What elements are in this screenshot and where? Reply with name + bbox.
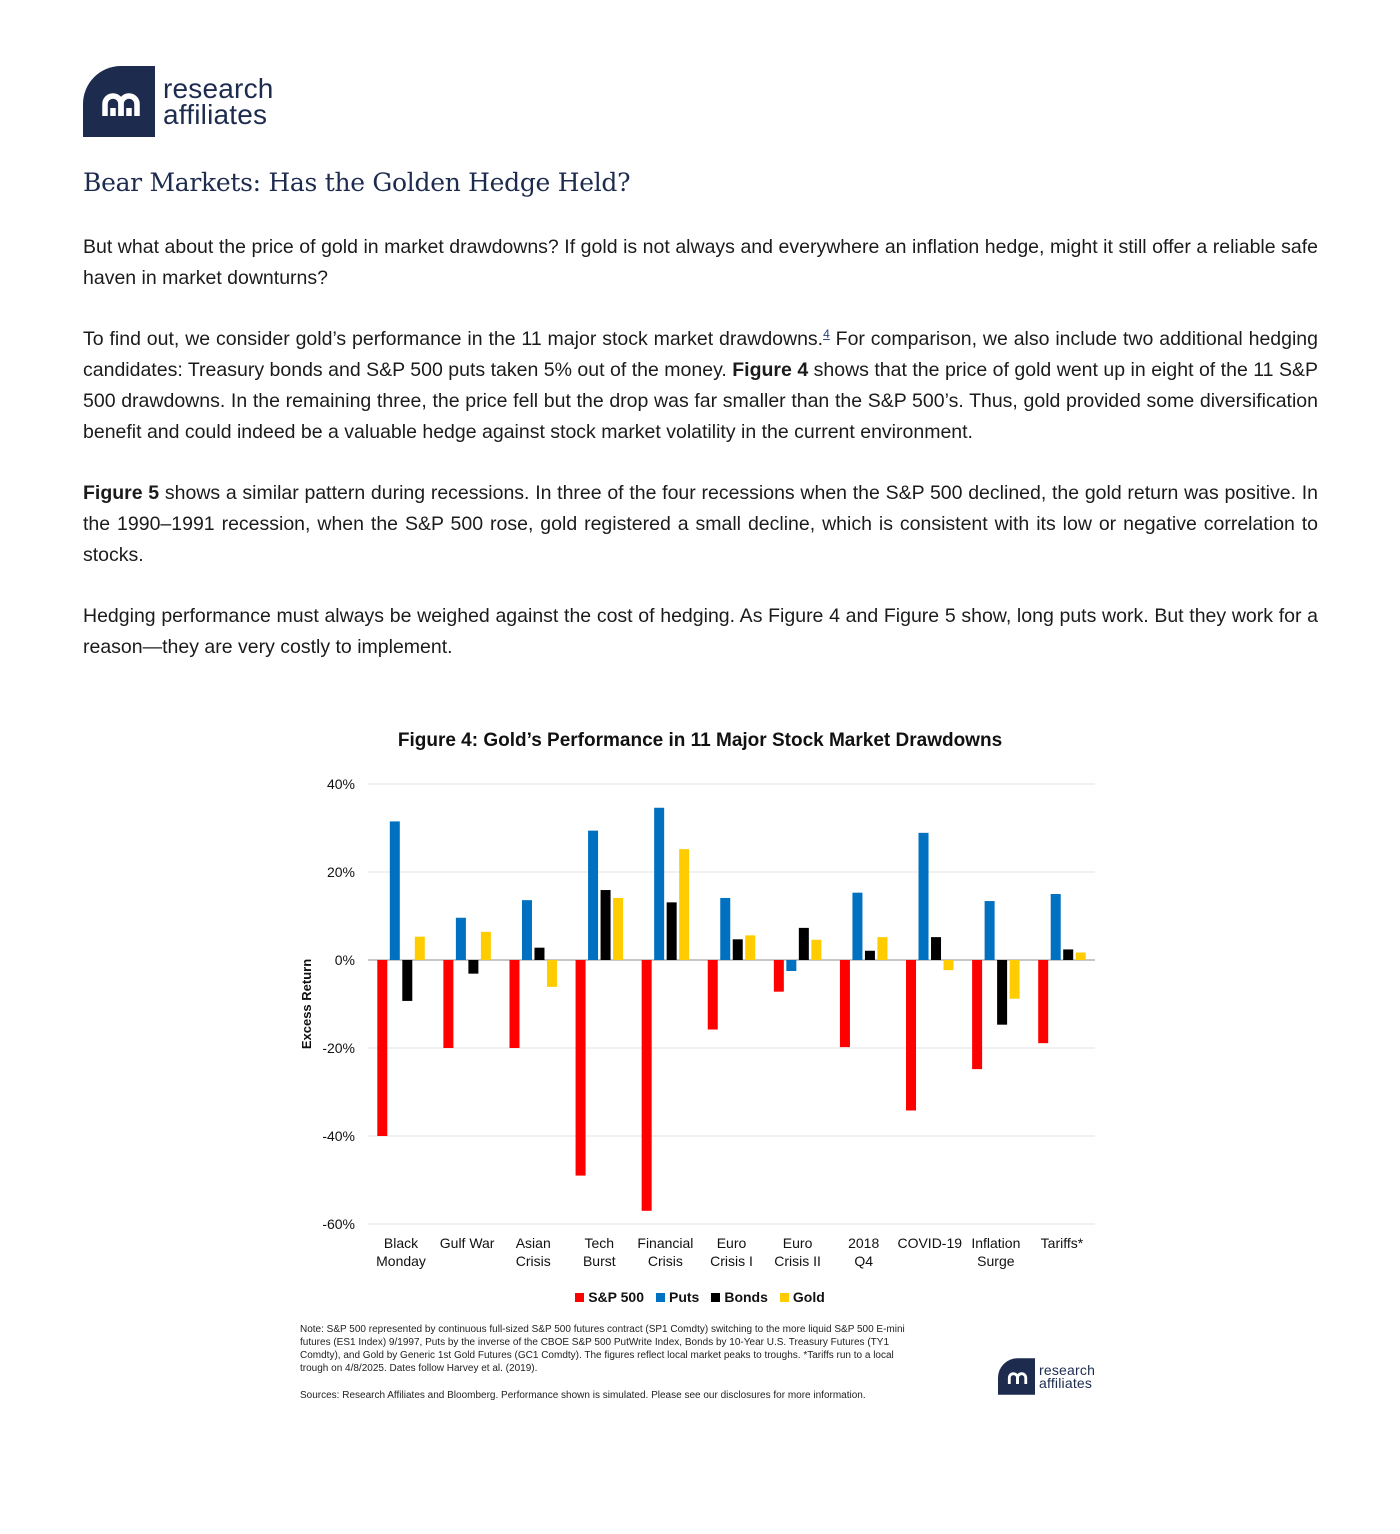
legend-swatch (711, 1293, 720, 1302)
x-category-label: Surge (977, 1253, 1015, 1269)
paragraph-4: Hedging performance must always be weighed against the cost of hedging. As Figure 4 and Figure 5 show, long puts work. But they work for a reason—they are very costly to implement. (83, 605, 1318, 658)
x-category-label: Financial (637, 1235, 694, 1251)
footnote-link[interactable]: 4 (823, 327, 830, 341)
legend-label: S&P 500 (588, 1289, 644, 1305)
paragraph-2-text-a: To find out, we consider gold’s performance in the 11 major stock market drawdowns. (83, 328, 824, 350)
bar-bonds (733, 939, 743, 960)
bar-gold (745, 935, 755, 960)
bar-gold (415, 937, 425, 960)
bar-s-p-500 (840, 960, 850, 1047)
bar-bonds (799, 928, 809, 960)
bar-gold (481, 932, 491, 960)
chart-legend (300, 1289, 1100, 1305)
chart-sources: Sources: Research Affiliates and Bloomberg. Performance shown is simulated. Please see our disclosures for more information. (300, 1390, 866, 1401)
bar-bonds (997, 960, 1007, 1025)
bar-gold (1076, 953, 1086, 960)
bar-bonds (865, 951, 875, 960)
bar-bonds (1063, 949, 1073, 960)
brand-name (163, 72, 274, 130)
legend-item (656, 1289, 699, 1305)
bar-s-p-500 (906, 960, 916, 1110)
y-axis-label: Excess Return (299, 958, 314, 1050)
bar-s-p-500 (576, 960, 586, 1176)
legend-label: Puts (668, 1289, 700, 1305)
paragraph-1: But what about the price of gold in market drawdowns? If gold is not always and everywhere an inflation hedge, might it still offer a reliable safe haven in market downturns? (83, 236, 1318, 289)
bar-gold (877, 937, 887, 960)
x-category-label: COVID-19 (897, 1235, 963, 1251)
y-tick-label: -20% (322, 1040, 355, 1056)
chart-note: Note: S&P 500 represented by continuous full-sized S&P 500 futures contract (SP1 Comdty) switching to the more liquid S&P 500 E-mini futures (ES1 Index) 9/1997, Puts by the inverse of the CBOE S&P 500 PutWrite Index, Bonds by 10-Year U.S. Treasury Futures (TY1 Comdty), and Gold by Generic 1st Gold Futures (GC1 Comdty). The figures reflect local market peaks to troughs. *Tariffs run to a local trough on 4/8/2025. Dates follow Harvey et al. (2019). (300, 1324, 905, 1374)
brand-small-line-1: research (1039, 1361, 1096, 1378)
bar-puts (1051, 894, 1061, 960)
x-category-label: Crisis (647, 1253, 683, 1269)
legend-swatch (575, 1293, 584, 1302)
y-tick-label: -60% (322, 1216, 355, 1232)
article-body (83, 232, 1318, 693)
bar-puts (390, 821, 400, 960)
section-heading: Bear Markets: Has the Golden Hedge Held? (83, 168, 631, 197)
y-tick-label: 0% (334, 952, 355, 968)
brand-small-line-2: affiliates (1039, 1374, 1093, 1391)
legend-item (780, 1289, 825, 1305)
bar-s-p-500 (972, 960, 982, 1069)
bar-puts (588, 831, 598, 960)
x-category-label: 2018 (848, 1235, 880, 1251)
bar-puts (786, 960, 796, 971)
paragraph-2-text-b: For comparison, we also include two additional hedging candidates: Treasury bonds and S&P 500 puts taken 5% out of the money. (83, 328, 1318, 381)
research-affiliates-logo-icon (83, 66, 155, 137)
brand-logo-small (998, 1358, 1095, 1395)
bar-gold (811, 940, 821, 960)
x-category-label: Burst (582, 1253, 616, 1269)
x-category-label: Crisis (515, 1253, 551, 1269)
bar-s-p-500 (774, 960, 784, 992)
y-tick-label: 40% (326, 776, 355, 792)
bar-s-p-500 (443, 960, 453, 1048)
x-category-label: Gulf War (439, 1235, 495, 1251)
x-category-label: Asian (515, 1235, 551, 1251)
y-tick-label: 20% (326, 864, 355, 880)
bar-bonds (931, 937, 941, 960)
bar-s-p-500 (377, 960, 387, 1136)
bar-bonds (601, 890, 611, 960)
paragraph-2-text-c: shows that the price of gold went up in eight of the 11 S&P 500 drawdowns. In the remaining three, the price fell but the drop was far smaller than the S&P 500’s. Thus, gold provided some diversification benefit and could indeed be a valuable hedge against stock market volatility in the current environment. (83, 359, 1318, 443)
bar-puts (456, 918, 466, 960)
research-affiliates-logo-small-icon (998, 1358, 1035, 1395)
y-tick-label: -40% (322, 1128, 355, 1144)
x-category-label: Tariffs* (1040, 1235, 1084, 1251)
x-category-label: Black (383, 1235, 419, 1251)
brand-name-small (1039, 1361, 1096, 1391)
bar-puts (720, 898, 730, 960)
x-category-label: Crisis II (774, 1253, 821, 1269)
bar-s-p-500 (509, 960, 519, 1048)
bar-puts (852, 893, 862, 960)
bar-gold (547, 960, 557, 987)
legend-item (575, 1289, 644, 1305)
bar-bonds (402, 960, 412, 1001)
figure-5-reference: Figure 5 (83, 482, 160, 504)
bar-puts (654, 808, 664, 960)
x-category-label: Tech (584, 1235, 615, 1251)
bar-bonds (468, 960, 478, 974)
bar-gold (679, 849, 689, 960)
legend-swatch (656, 1293, 665, 1302)
figure-4-reference: Figure 4 (732, 359, 809, 381)
bar-gold (613, 898, 623, 960)
brand-logo (83, 66, 274, 137)
paragraph-3-text: shows a similar pattern during recessions. In three of the four recessions when the S&P 500 declined, the gold return was positive. In the 1990–1991 recession, when the S&P 500 rose, gold registered a small decline, which is consistent with its low or negative correlation to stocks. (83, 482, 1318, 566)
chart-title: Figure 4: Gold’s Performance in 11 Major Stock Market Drawdowns (397, 730, 1003, 751)
brand-line-2: affiliates (163, 98, 268, 130)
bar-puts (985, 901, 995, 960)
legend-label: Gold (792, 1289, 825, 1305)
bar-gold (944, 960, 954, 970)
x-category-label: Crisis I (710, 1253, 753, 1269)
legend-item (711, 1289, 768, 1305)
bar-s-p-500 (642, 960, 652, 1211)
x-category-label: Inflation (971, 1235, 1021, 1251)
legend-swatch (780, 1293, 789, 1302)
bar-puts (919, 833, 929, 960)
bar-chart (290, 770, 1110, 1280)
bar-bonds (534, 948, 544, 960)
x-category-label: Euro (782, 1235, 813, 1251)
x-category-label: Q4 (854, 1253, 874, 1269)
brand-line-1: research (163, 72, 274, 104)
bar-s-p-500 (1038, 960, 1048, 1043)
bar-gold (1010, 960, 1020, 999)
legend-label: Bonds (724, 1289, 768, 1305)
bar-puts (522, 900, 532, 960)
bar-bonds (667, 902, 677, 960)
x-category-label: Euro (716, 1235, 747, 1251)
x-category-label: Monday (376, 1253, 426, 1269)
paragraph-2 (83, 324, 1318, 448)
paragraph-3 (83, 478, 1318, 571)
bar-s-p-500 (708, 960, 718, 1030)
